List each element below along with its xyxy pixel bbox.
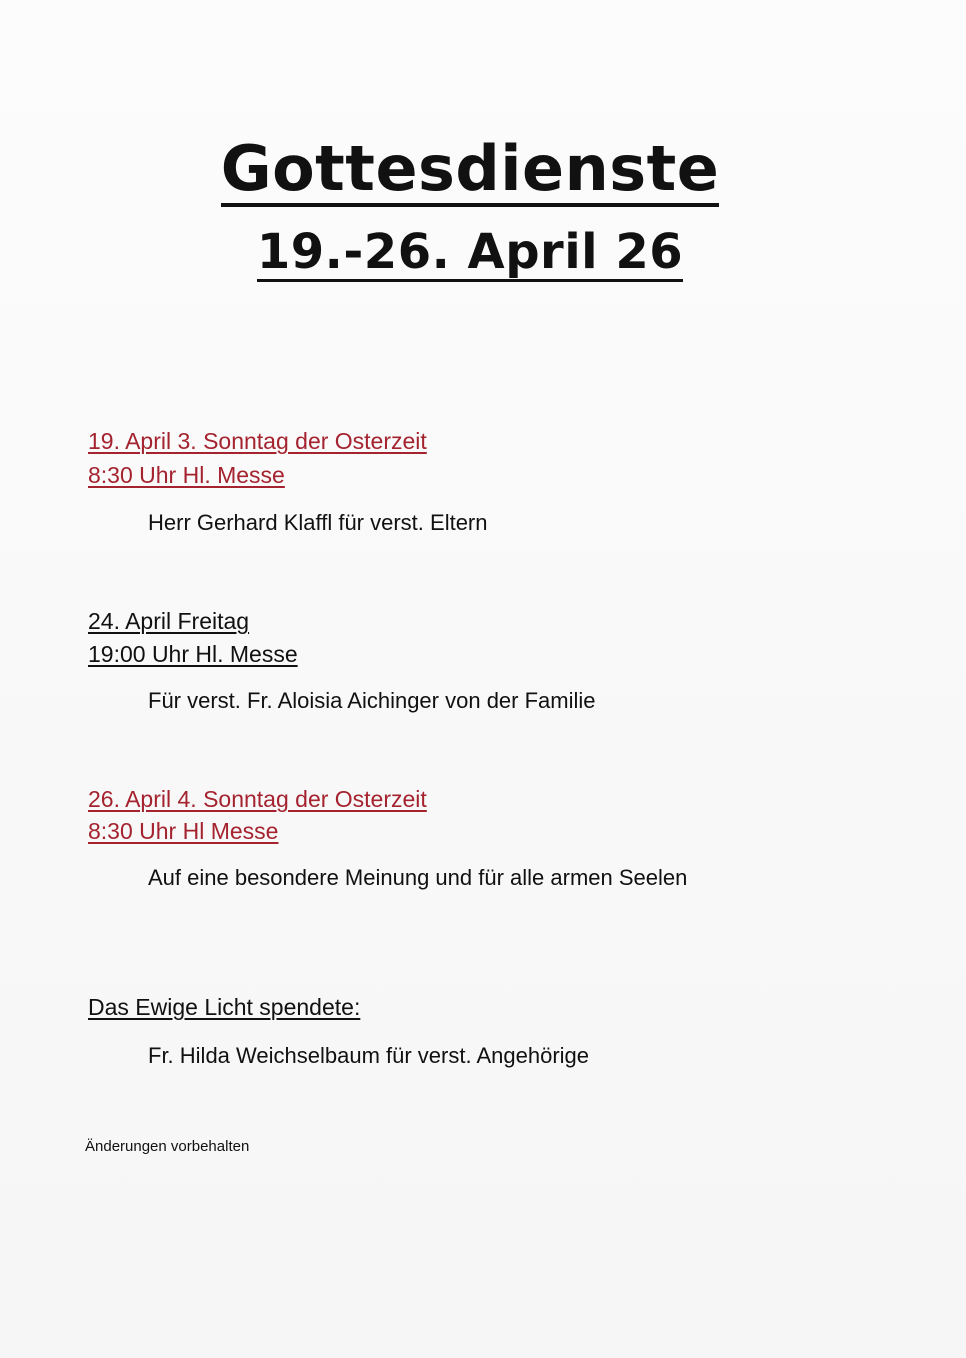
eternal-light-donor: Fr. Hilda Weichselbaum für verst. Angehörige xyxy=(148,1043,590,1068)
service-2-intention: Für verst. Fr. Aloisia Aichinger von der Familie xyxy=(148,688,596,713)
service-1-time: 8:30 Uhr Hl. Messe xyxy=(88,462,285,488)
service-3-intention: Auf eine besondere Meinung und für alle armen Seelen xyxy=(148,865,688,890)
service-2-time: 19:00 Uhr Hl. Messe xyxy=(88,641,298,667)
changes-reserved-note: Änderungen vorbehalten xyxy=(85,1138,250,1155)
service-3-day: 26. April 4. Sonntag der Osterzeit xyxy=(88,786,427,812)
service-1-day: 19. April 3. Sonntag der Osterzeit xyxy=(88,428,427,454)
date-range-text: 19.-26. April 26 xyxy=(257,227,683,282)
page-title-text: Gottesdienste xyxy=(221,136,720,207)
page-title xyxy=(0,132,940,207)
service-2-day: 24. April Freitag xyxy=(88,608,250,634)
eternal-light-heading: Das Ewige Licht spendete: xyxy=(88,994,361,1020)
date-range-title xyxy=(0,224,940,282)
service-3-time: 8:30 Uhr Hl Messe xyxy=(88,818,279,844)
service-1-intention: Herr Gerhard Klaffl für verst. Eltern xyxy=(148,510,488,535)
